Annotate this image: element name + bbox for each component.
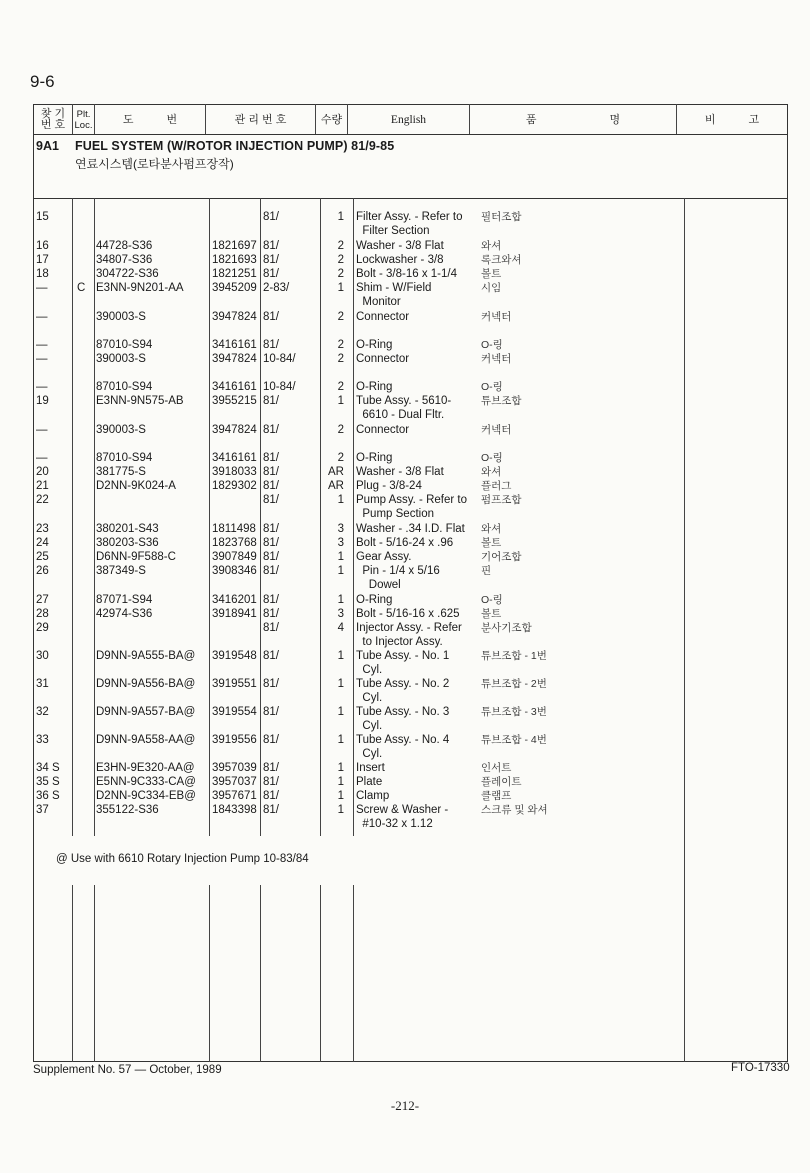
- row-part-number: 387349-S: [96, 565, 146, 577]
- row-model-year: 81/: [263, 650, 279, 662]
- row-english-desc: Pin - 1/4 x 5/16: [356, 565, 440, 577]
- row-english-desc: Clamp: [356, 790, 390, 802]
- row-english-desc: Bolt - 5/16-24 x .96: [356, 537, 454, 549]
- row-english-desc: Tube Assy. - No. 1: [356, 650, 450, 662]
- header-korean-name: 품 명: [525, 113, 621, 126]
- row-korean-name: 와셔: [481, 466, 502, 478]
- row-english-desc: O-Ring: [356, 452, 393, 464]
- row-control-number: 1821251: [212, 268, 257, 280]
- row-english-desc: Gear Assy.: [356, 551, 412, 563]
- row-part-number: D2NN-9C334-EB@: [96, 790, 196, 802]
- row-part-number: 44728-S36: [96, 240, 153, 252]
- row-ref-number: 30: [36, 650, 49, 662]
- row-control-number: 1811498: [212, 523, 256, 535]
- row-part-number: 34807-S36: [96, 254, 153, 266]
- row-quantity: 1: [337, 776, 344, 788]
- row-korean-name: 커넥터: [481, 311, 512, 323]
- row-model-year: 81/: [263, 608, 279, 620]
- row-english-desc: Connector: [356, 311, 410, 323]
- row-ref-number: —: [36, 381, 48, 393]
- row-model-year: 81/: [263, 790, 279, 802]
- row-model-year: 81/: [263, 240, 279, 252]
- row-model-year: 2-83/: [263, 282, 290, 294]
- row-ref-number: 37: [36, 804, 49, 816]
- row-korean-name: 분사기조합: [481, 622, 532, 634]
- row-quantity: 2: [337, 452, 344, 464]
- row-quantity: 1: [337, 551, 344, 563]
- row-ref-number: 28: [36, 608, 49, 620]
- row-part-number: 390003-S: [96, 424, 146, 436]
- row-english-desc: #10-32 x 1.12: [356, 818, 433, 830]
- row-ref-number: 34 S: [36, 762, 60, 774]
- row-quantity: 1: [337, 734, 344, 746]
- row-ref-number: 26: [36, 565, 49, 577]
- row-korean-name: 인서트: [481, 762, 512, 774]
- row-part-number: E3NN-9N575-AB: [96, 395, 184, 407]
- row-part-number: 390003-S: [96, 353, 146, 365]
- row-model-year: 81/: [263, 594, 279, 606]
- row-model-year: 81/: [263, 254, 279, 266]
- row-model-year: 81/: [263, 268, 279, 280]
- body-col-divider: [353, 198, 354, 836]
- row-control-number: 3416161: [212, 381, 257, 393]
- row-control-number: 3947824: [212, 353, 257, 365]
- row-quantity: 1: [337, 804, 344, 816]
- row-korean-name: 록크와셔: [481, 254, 522, 266]
- row-english-desc: Connector: [356, 424, 410, 436]
- row-korean-name: 튜브조합 - 3번: [481, 706, 547, 718]
- row-english-desc: Plate: [356, 776, 383, 788]
- row-korean-name: O-링: [481, 452, 503, 464]
- row-english-desc: 6610 - Dual Fltr.: [356, 409, 445, 421]
- body-col-divider: [94, 198, 95, 836]
- row-english-desc: Washer - 3/8 Flat: [356, 466, 444, 478]
- row-control-number: 3907849: [212, 551, 257, 563]
- row-control-number: 3416201: [212, 594, 257, 606]
- row-english-desc: Cyl.: [356, 720, 383, 732]
- row-control-number: 3416161: [212, 452, 257, 464]
- row-control-number: 3919554: [212, 706, 257, 718]
- row-english-desc: Tube Assy. - No. 4: [356, 734, 450, 746]
- row-control-number: 3945209: [212, 282, 257, 294]
- row-korean-name: 볼트: [481, 537, 502, 549]
- header-english: English: [390, 113, 427, 126]
- body-col-divider: [72, 885, 73, 1062]
- row-korean-name: 기어조합: [481, 551, 522, 563]
- row-quantity: 1: [337, 211, 344, 223]
- row-english-desc: Washer - 3/8 Flat: [356, 240, 444, 252]
- row-model-year: 10-84/: [263, 381, 296, 393]
- section-code: 9A1: [36, 139, 59, 153]
- row-quantity: 1: [337, 282, 344, 294]
- row-english-desc: Cyl.: [356, 748, 383, 760]
- row-quantity: 1: [337, 395, 344, 407]
- row-ref-number: 21: [36, 480, 49, 492]
- row-model-year: 81/: [263, 551, 279, 563]
- header-remark: 비 고: [704, 113, 760, 126]
- row-part-number: E3NN-9N201-AA: [96, 282, 184, 294]
- row-english-desc: Bolt - 5/16-16 x .625: [356, 608, 460, 620]
- row-english-desc: Bolt - 3/8-16 x 1-1/4: [356, 268, 457, 280]
- row-part-number: 380201-S43: [96, 523, 159, 535]
- section-title: FUEL SYSTEM (W/ROTOR INJECTION PUMP) 81/9-85: [75, 139, 395, 153]
- row-english-desc: Tube Assy. - No. 3: [356, 706, 450, 718]
- row-korean-name: 튜브조합: [481, 395, 522, 407]
- row-ref-number: 27: [36, 594, 49, 606]
- row-model-year: 81/: [263, 211, 279, 223]
- row-quantity: 2: [337, 339, 344, 351]
- page-footer-number: -212-: [390, 1098, 420, 1113]
- row-ref-number: 23: [36, 523, 49, 535]
- row-quantity: 3: [337, 523, 344, 535]
- row-model-year: 81/: [263, 762, 279, 774]
- row-part-number: 87071-S94: [96, 594, 153, 606]
- row-ref-number: 20: [36, 466, 49, 478]
- row-control-number: 3908346: [212, 565, 257, 577]
- document-code: FTO-17330: [731, 1062, 790, 1074]
- row-korean-name: 클램프: [481, 790, 512, 802]
- row-control-number: 3957671: [212, 790, 257, 802]
- row-part-number: D2NN-9K024-A: [96, 480, 176, 492]
- body-col-divider: [320, 198, 321, 836]
- row-ref-number: 19: [36, 395, 49, 407]
- row-korean-name: 플러그: [481, 480, 512, 492]
- row-korean-name: 볼트: [481, 268, 502, 280]
- row-quantity: 1: [337, 494, 344, 506]
- row-quantity: 1: [337, 706, 344, 718]
- row-english-desc: Screw & Washer -: [356, 804, 449, 816]
- row-ref-number: —: [36, 424, 48, 436]
- row-control-number: 3918033: [212, 466, 257, 478]
- row-english-desc: Injector Assy. - Refer: [356, 622, 462, 634]
- row-model-year: 81/: [263, 565, 279, 577]
- row-english-desc: Cyl.: [356, 664, 383, 676]
- row-english-desc: O-Ring: [356, 381, 393, 393]
- row-quantity: 1: [337, 565, 344, 577]
- row-model-year: 81/: [263, 339, 279, 351]
- row-english-desc: Lockwasher - 3/8: [356, 254, 444, 266]
- row-control-number: 3918941: [212, 608, 257, 620]
- row-control-number: 1821693: [212, 254, 257, 266]
- row-part-number: 42974-S36: [96, 608, 153, 620]
- header-ref-bottom: 번 호: [40, 119, 66, 131]
- row-model-year: 81/: [263, 311, 279, 323]
- row-ref-number: 35 S: [36, 776, 60, 788]
- row-ref-number: 15: [36, 211, 49, 223]
- body-col-divider: [684, 198, 685, 1062]
- row-english-desc: to Injector Assy.: [356, 636, 443, 648]
- row-control-number: 3955215: [212, 395, 257, 407]
- row-control-number: 1829302: [212, 480, 257, 492]
- row-english-desc: Tube Assy. - 5610-: [356, 395, 452, 407]
- row-english-desc: Connector: [356, 353, 410, 365]
- row-english-desc: Insert: [356, 762, 385, 774]
- row-ref-number: 16: [36, 240, 49, 252]
- row-english-desc: Tube Assy. - No. 2: [356, 678, 450, 690]
- row-plant-location: C: [77, 282, 86, 294]
- body-col-divider: [260, 885, 261, 1062]
- row-part-number: 381775-S: [96, 466, 146, 478]
- row-part-number: D9NN-9A558-AA@: [96, 734, 196, 746]
- row-control-number: 3947824: [212, 311, 257, 323]
- row-korean-name: 펌프조합: [481, 494, 522, 506]
- row-ref-number: —: [36, 452, 48, 464]
- row-model-year: 81/: [263, 537, 279, 549]
- row-korean-name: 튜브조합 - 2번: [481, 678, 547, 690]
- row-korean-name: 커넥터: [481, 353, 512, 365]
- row-quantity: 2: [337, 268, 344, 280]
- row-model-year: 81/: [263, 480, 279, 492]
- row-ref-number: 31: [36, 678, 49, 690]
- row-english-desc: Shim - W/Field: [356, 282, 432, 294]
- row-english-desc: Filter Assy. - Refer to: [356, 211, 463, 223]
- row-control-number: 3947824: [212, 424, 257, 436]
- body-col-divider: [260, 198, 261, 836]
- row-korean-name: 플레이트: [481, 776, 522, 788]
- row-part-number: D6NN-9F588-C: [96, 551, 176, 563]
- row-english-desc: O-Ring: [356, 339, 393, 351]
- row-ref-number: 25: [36, 551, 49, 563]
- row-quantity: 1: [337, 594, 344, 606]
- row-part-number: E3HN-9E320-AA@: [96, 762, 195, 774]
- row-model-year: 81/: [263, 776, 279, 788]
- row-english-desc: Washer - .34 I.D. Flat: [356, 523, 465, 535]
- row-model-year: 81/: [263, 678, 279, 690]
- row-model-year: 81/: [263, 734, 279, 746]
- row-part-number: 87010-S94: [96, 381, 153, 393]
- row-control-number: 1821697: [212, 240, 257, 252]
- row-ref-number: —: [36, 311, 48, 323]
- row-quantity: 2: [337, 254, 344, 266]
- row-model-year: 81/: [263, 424, 279, 436]
- row-korean-name: 와셔: [481, 523, 502, 535]
- row-model-year: 81/: [263, 466, 279, 478]
- row-korean-name: 볼트: [481, 608, 502, 620]
- row-korean-name: 커넥터: [481, 424, 512, 436]
- row-ref-number: 32: [36, 706, 49, 718]
- row-model-year: 81/: [263, 622, 279, 634]
- header-control-number: 관 리 번 호: [234, 113, 287, 126]
- row-part-number: 87010-S94: [96, 452, 153, 464]
- row-korean-name: 핀: [481, 565, 492, 577]
- row-korean-name: 튜브조합 - 4번: [481, 734, 547, 746]
- row-ref-number: 24: [36, 537, 49, 549]
- row-quantity: AR: [328, 480, 344, 492]
- row-part-number: D9NN-9A556-BA@: [96, 678, 196, 690]
- row-quantity: 2: [337, 424, 344, 436]
- row-ref-number: —: [36, 339, 48, 351]
- body-col-divider: [209, 885, 210, 1062]
- body-col-divider: [94, 885, 95, 1062]
- row-ref-number: 33: [36, 734, 49, 746]
- row-quantity: 1: [337, 678, 344, 690]
- header-plt-bottom: Loc.: [74, 120, 93, 131]
- body-col-divider: [72, 198, 73, 836]
- row-ref-number: —: [36, 353, 48, 365]
- section-korean-title: 연료시스템(로타분사펌프장작): [75, 157, 234, 171]
- row-korean-name: O-링: [481, 594, 503, 606]
- row-english-desc: Pump Section: [356, 508, 434, 520]
- row-model-year: 10-84/: [263, 353, 296, 365]
- header-part-number: 도 번: [122, 113, 178, 126]
- row-korean-name: 와셔: [481, 240, 502, 252]
- body-col-divider: [353, 885, 354, 1062]
- header-quantity: 수량: [320, 113, 343, 126]
- row-korean-name: 튜브조합 - 1번: [481, 650, 547, 662]
- row-part-number: D9NN-9A557-BA@: [96, 706, 196, 718]
- row-english-desc: Monitor: [356, 296, 401, 308]
- row-english-desc: O-Ring: [356, 594, 393, 606]
- row-english-desc: Cyl.: [356, 692, 383, 704]
- row-model-year: 81/: [263, 706, 279, 718]
- row-part-number: 355122-S36: [96, 804, 159, 816]
- row-control-number: 3919556: [212, 734, 257, 746]
- row-part-number: E5NN-9C333-CA@: [96, 776, 196, 788]
- row-quantity: 2: [337, 381, 344, 393]
- row-control-number: 1843398: [212, 804, 257, 816]
- row-ref-number: 22: [36, 494, 49, 506]
- header-plt-loc: [73, 106, 94, 134]
- row-part-number: 304722-S36: [96, 268, 159, 280]
- row-model-year: 81/: [263, 395, 279, 407]
- row-english-desc: Dowel: [356, 579, 401, 591]
- footnote: @ Use with 6610 Rotary Injection Pump 10-83/84: [56, 853, 309, 865]
- row-control-number: 3919548: [212, 650, 257, 662]
- header-ref-top: 찾 기: [40, 108, 66, 120]
- header-plt-top: Plt.: [76, 109, 91, 120]
- row-quantity: 1: [337, 650, 344, 662]
- row-control-number: 1823768: [212, 537, 257, 549]
- row-model-year: 81/: [263, 804, 279, 816]
- row-model-year: 81/: [263, 494, 279, 506]
- row-part-number: 390003-S: [96, 311, 146, 323]
- section-divider: [33, 198, 788, 199]
- row-control-number: 3919551: [212, 678, 257, 690]
- row-english-desc: Plug - 3/8-24: [356, 480, 422, 492]
- row-control-number: 3957039: [212, 762, 257, 774]
- row-korean-name: O-링: [481, 381, 503, 393]
- row-model-year: 81/: [263, 523, 279, 535]
- row-quantity: 2: [337, 240, 344, 252]
- header-ref-no: [34, 106, 72, 134]
- row-quantity: 2: [337, 353, 344, 365]
- row-part-number: D9NN-9A555-BA@: [96, 650, 196, 662]
- header-divider: [33, 134, 788, 135]
- page-number: 9-6: [30, 72, 55, 91]
- row-korean-name: 필터조합: [481, 211, 522, 223]
- row-quantity: 1: [337, 762, 344, 774]
- row-ref-number: 18: [36, 268, 49, 280]
- row-quantity: 3: [337, 608, 344, 620]
- row-korean-name: O-링: [481, 339, 503, 351]
- body-col-divider: [320, 885, 321, 1062]
- row-ref-number: 36 S: [36, 790, 60, 802]
- row-model-year: 81/: [263, 452, 279, 464]
- row-control-number: 3957037: [212, 776, 257, 788]
- row-korean-name: 시임: [481, 282, 502, 294]
- row-quantity: AR: [328, 466, 344, 478]
- row-part-number: 380203-S36: [96, 537, 159, 549]
- row-ref-number: 29: [36, 622, 49, 634]
- row-english-desc: Pump Assy. - Refer to: [356, 494, 467, 506]
- row-ref-number: —: [36, 282, 48, 294]
- row-control-number: 3416161: [212, 339, 257, 351]
- body-col-divider: [209, 198, 210, 836]
- row-quantity: 1: [337, 790, 344, 802]
- row-korean-name: 스크류 및 와셔: [481, 804, 548, 816]
- row-quantity: 2: [337, 311, 344, 323]
- row-ref-number: 17: [36, 254, 49, 266]
- row-english-desc: Filter Section: [356, 225, 430, 237]
- supplement-note: Supplement No. 57 — October, 1989: [33, 1064, 222, 1076]
- row-quantity: 4: [337, 622, 344, 634]
- row-part-number: 87010-S94: [96, 339, 153, 351]
- row-quantity: 3: [337, 537, 344, 549]
